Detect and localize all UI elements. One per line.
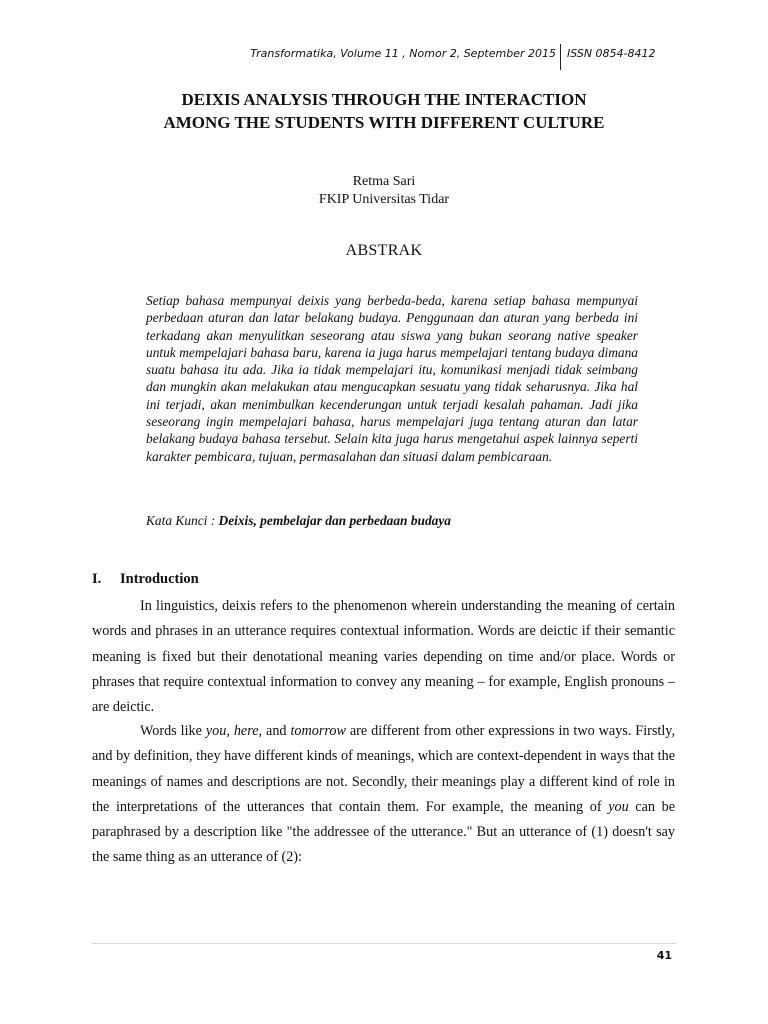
title-line-2: AMONG THE STUDENTS WITH DIFFERENT CULTURE (163, 113, 605, 132)
section-heading (92, 571, 199, 588)
p2-part: are different from other expressions in two ways. Firstly, and by definition, they have different kinds of meanings, which are context-dependent in ways that the meanings of names and descriptions are not. Secondly, their meanings play a different kind of role in the interpretations of the utterances that contain them. For example, the meaning of (92, 723, 675, 815)
page-number: 41 (656, 949, 672, 962)
running-header (0, 44, 768, 70)
author-affiliation: FKIP Universitas Tidar (318, 192, 450, 207)
header-divider (560, 44, 561, 70)
keywords-value: Deixis, pembelajar dan perbedaan budaya (218, 513, 451, 528)
footer-rule (92, 943, 676, 944)
p2-part: Words like (140, 723, 206, 739)
p2-part: and (262, 723, 291, 739)
paper-title (0, 88, 768, 134)
p2-part: can be paraphrased by a description like "the addressee of the utterance." But an utterance of (1) doesn't say the same thing as an utterance of (2): (92, 798, 675, 866)
keywords (146, 513, 646, 529)
keywords-label: Kata Kunci : (146, 513, 219, 528)
p2-italic-you: you (608, 798, 629, 815)
paragraph-2-text (92, 719, 675, 871)
journal-citation: Transformatika, Volume 11 , Nomor 2, September 2015 (250, 47, 556, 60)
p2-italic-you-here: you, here, (205, 723, 263, 739)
section-number: I. (92, 571, 102, 587)
paragraph-1 (92, 594, 675, 720)
title-line-1: DEIXIS ANALYSIS THROUGH THE INTERACTION (181, 90, 587, 109)
abstract-text: Setiap bahasa mempunyai deixis yang berbeda-beda, karena setiap bahasa mempunyai perbedaan aturan dan latar belakang budaya. Penggunaan dan aturan yang berbeda ini terkadang akan menyulitkan seseorang atau siswa yang bukan seorang native speaker untuk mempelajari bahasa baru, karena ia juga harus mempelajari tentang budaya dimana suatu bahasa itu ada. Jika ia tidak mempelajari itu, komunikasi menjadi tidak seimbang dan mungkin akan melakukan atau mengucapkan sesuatu yang tidak seharusnya. Jika hal ini terjadi, akan menimbulkan kecenderungan untuk terjadi kesalah pahaman. Jadi jika seseorang ingin mempelajari bahasa, harus mempelajari juga tentang aturan dan latar belakang budaya bahasa tersebut. Selain kita juga harus mengetahui aspek lainnya seperti karakter pembicara, tujuan, permasalahan dan situasi dalam pembicaraan. (146, 293, 638, 464)
p2-italic-tomorrow: tomorrow (290, 723, 346, 739)
paragraph-2 (92, 719, 675, 871)
abstract-heading: ABSTRAK (345, 242, 423, 259)
paragraph-1-text: In linguistics, deixis refers to the phenomenon wherein understanding the meaning of certain words and phrases in an utterance requires contextual information. Words are deictic if their semantic meaning is fixed but their denotational meaning varies depending on time and/or place. Words or phrases that require contextual information to convey any meaning – for example, English pronouns – are deictic. (92, 598, 675, 716)
author-name: Retma Sari (352, 174, 416, 189)
section-title: Introduction (120, 571, 199, 587)
issn: ISSN 0854-8412 (567, 47, 656, 60)
